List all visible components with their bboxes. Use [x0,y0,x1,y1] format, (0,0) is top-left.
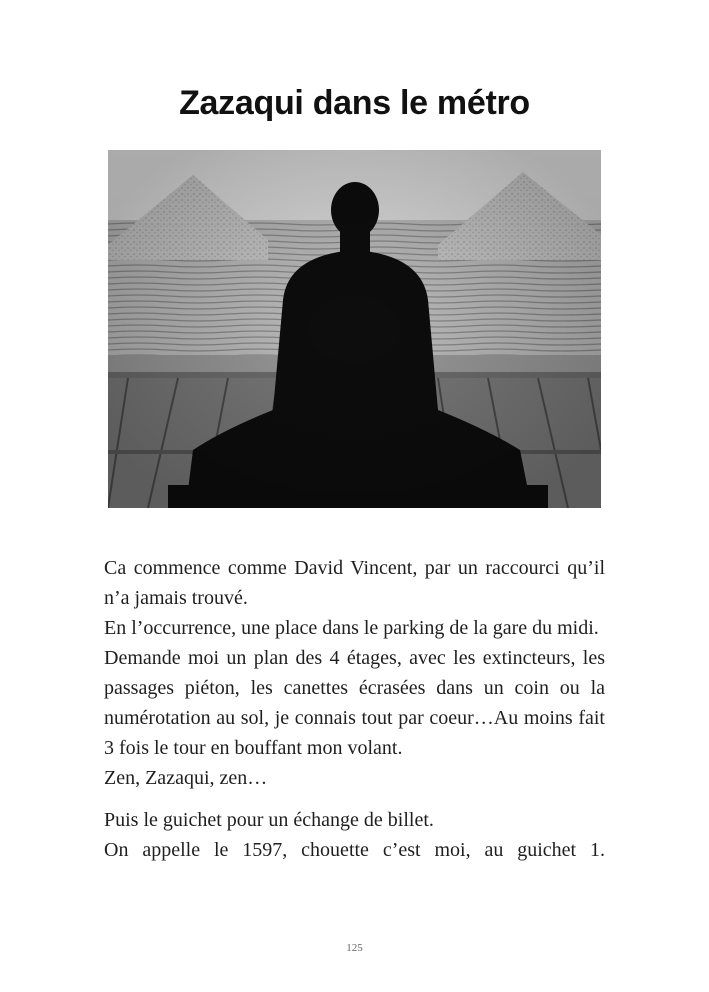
paragraph: Puis le guichet pour un échange de billet. [104,809,434,831]
page-title: Zazaqui dans le métro [179,84,530,122]
paragraph: Ca commence comme David Vincent, par un raccourci qu’il n’a jamais trouvé. [104,557,605,609]
paragraph: On appelle le 1597, chouette c’est moi, au guichet 1. [104,839,605,861]
meditating-monk-photo [108,150,601,508]
body-text [104,553,605,865]
page-number: 125 [346,942,363,954]
paragraph: Demande moi un plan des 4 étages, avec les extincteurs, les passages piéton, les canettes écrasées dans un coin ou la numérotation au sol, je connais tout par coeur…Au moins fait 3 fois le tour en bouffant mon volant. [104,647,605,759]
paragraph: En l’occurrence, une place dans le parking de la gare du midi. [104,617,599,639]
paragraph: Zen, Zazaqui, zen… [104,767,268,789]
